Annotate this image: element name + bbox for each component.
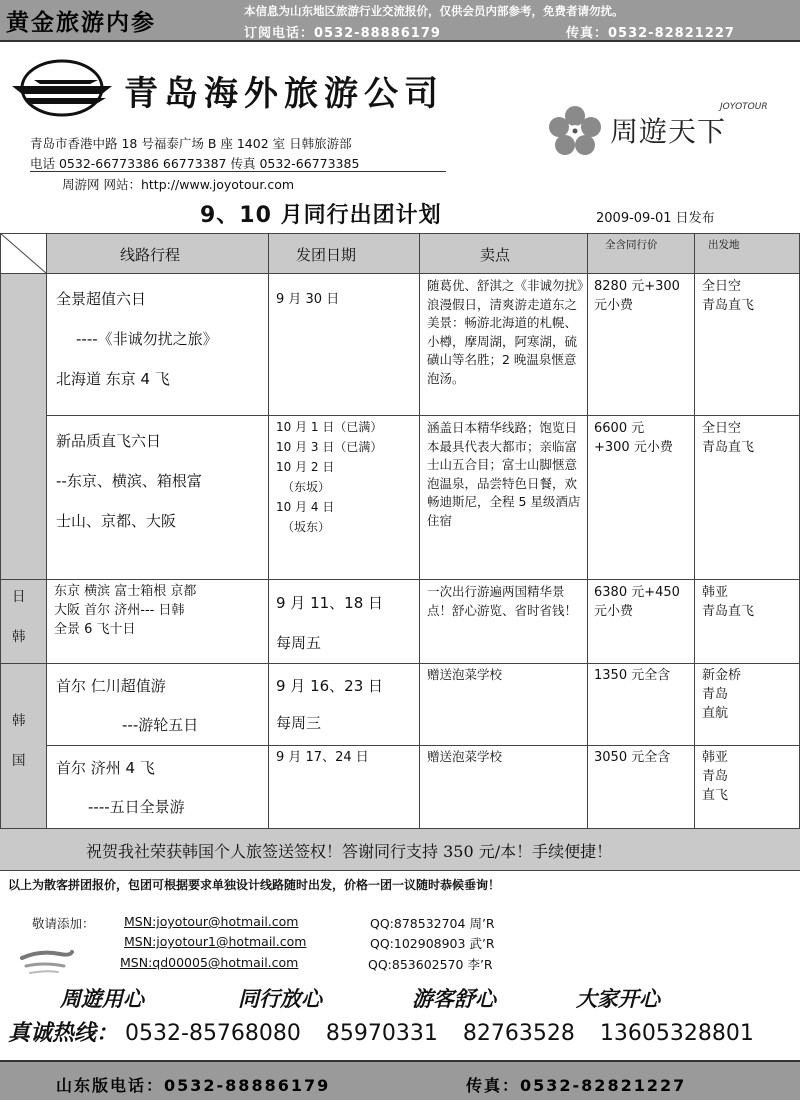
hotline-number[interactable]: 0532-85768080 <box>125 1021 301 1046</box>
price-line: 6380 元+450 <box>594 585 680 600</box>
msn-contact[interactable]: MSN:qd00005@hotmail.com <box>120 955 299 970</box>
header-depart: 出发地 <box>708 239 740 251</box>
brand-name-en: JOYOTOUR <box>720 102 768 112</box>
ink-brush-icon <box>20 948 74 976</box>
price-line: 元小费 <box>594 298 634 313</box>
footer-banner <box>0 1060 800 1100</box>
depart-line: 全日空 <box>702 279 742 294</box>
depart-line: 直航 <box>702 706 729 721</box>
hotline-label: 真诚热线： <box>8 1020 119 1046</box>
company-phones: 电话 0532-66773386 66773387 传真 0532-66773385 <box>30 156 360 171</box>
banner-fax: 传真：0532-82821227 <box>566 26 735 41</box>
slogan-1: 周遊用心 <box>60 986 144 1011</box>
date-line: 10 月 4 日 <box>276 500 335 514</box>
date-line: 每周三 <box>276 714 322 732</box>
corner-diagonal <box>0 233 46 273</box>
hotline-number[interactable]: 82763528 <box>462 1021 575 1046</box>
banner-notice: 本信息为山东地区旅游行业交流报价，仅供会员内部参考，免费者请勿扰。 <box>244 4 624 18</box>
depart-line: 直飞 <box>702 788 729 803</box>
hotline-number[interactable]: 13605328801 <box>599 1021 754 1046</box>
route-line: 新品质直飞六日 <box>56 432 162 450</box>
joyotour-logo <box>548 102 778 158</box>
route-line: 大阪 首尔 济州--- 日韩 <box>54 603 185 618</box>
route-line: 士山、京都、大阪 <box>56 512 177 530</box>
date-line: 每周五 <box>276 634 322 652</box>
company-name: 青岛海外旅游公司 <box>124 74 444 114</box>
page-title: 9、10 月同行出团计划 <box>200 203 442 228</box>
depart-line: 新金桥 <box>702 668 742 683</box>
congrats-banner <box>0 829 800 871</box>
price-line: 1350 元全含 <box>594 668 671 683</box>
route-line: 首尔 仁川超值游 <box>56 677 166 695</box>
qq-contact[interactable]: QQ:102908903 武’R <box>370 936 495 951</box>
price-line: +300 元小费 <box>594 440 673 455</box>
header-date: 发团日期 <box>296 246 357 264</box>
price-line: 6600 元 <box>594 421 645 436</box>
top-banner <box>0 0 800 42</box>
company-logo-icon <box>10 58 114 120</box>
slogan-3: 游客舒心 <box>412 986 496 1011</box>
selling-point: 一次出行游遍两国精华景点！舒心游览、省时省钱！ <box>427 584 578 618</box>
region-label-guo: 国 <box>12 753 26 769</box>
banner-subscribe-phone: 订阅电话：0532-88886179 <box>244 26 441 41</box>
region-label-han: 韩 <box>12 629 26 645</box>
route-line: ----《非诚勿扰之旅》 <box>76 330 218 348</box>
date-line: 9 月 16、23 日 <box>276 677 384 695</box>
route-line: 北海道 东京 4 飞 <box>56 370 170 388</box>
price-line: 元小费 <box>594 604 634 619</box>
hotline-number[interactable]: 85970331 <box>325 1021 438 1046</box>
group-tour-notice: 以上为散客拼团报价，包团可根据要求单独设计线路随时出发，价格一团一议随时恭候垂询！ <box>8 878 501 892</box>
date-line: 9 月 11、18 日 <box>276 594 384 612</box>
depart-line: 青岛直飞 <box>702 440 755 455</box>
footer-phone: 山东版电话：0532-88886179 <box>56 1076 331 1095</box>
route-line: 东京 横滨 富士箱根 京都 <box>54 584 197 599</box>
msn-contact[interactable]: MSN:joyotour@hotmail.com <box>124 914 299 929</box>
route-line: 首尔 济州 4 飞 <box>56 759 155 777</box>
qq-contact[interactable]: QQ:853602570 李’R <box>368 957 493 972</box>
depart-line: 韩亚 <box>702 585 729 600</box>
header-route: 线路行程 <box>120 246 181 264</box>
date-line: 10 月 2 日 <box>276 460 335 474</box>
region-label-han2: 韩 <box>12 713 26 729</box>
brand-name-cn: 周遊天下 <box>610 115 727 148</box>
route-line: 全景超值六日 <box>56 290 147 308</box>
route-line: ---游轮五日 <box>122 716 199 734</box>
slogan-4: 大家开心 <box>576 986 660 1011</box>
route-line: ----五日全景游 <box>88 798 185 816</box>
footer-fax: 传真：0532-82821227 <box>466 1076 687 1095</box>
price-line: 8280 元+300 <box>594 279 680 294</box>
header-price: 全含同行价 <box>605 239 658 251</box>
header-selling: 卖点 <box>480 246 511 264</box>
qq-contact[interactable]: QQ:878532704 周’R <box>370 916 495 931</box>
depart-line: 全日空 <box>702 421 742 436</box>
price-line: 3050 元全含 <box>594 750 671 765</box>
cherry-blossom-icon <box>548 104 602 156</box>
date-line: 10 月 1 日（已满） <box>276 420 383 434</box>
msn-contact[interactable]: MSN:joyotour1@hotmail.com <box>124 934 307 949</box>
date-line: 9 月 30 日 <box>276 292 340 307</box>
divider <box>30 171 446 172</box>
company-website[interactable]: 周游网 网站：http://www.joyotour.com <box>62 177 295 192</box>
newsletter-brand: 黄金旅游内参 <box>6 10 156 36</box>
selling-point: 涵盖日本精华线路；饱览日本最具代表大都市；亲临富士山五合目；富士山脚惬意泡温泉，品尝特色日餐，欢畅迪斯尼，全程 5 星级酒店住宿 <box>427 420 581 528</box>
selling-point: 赠送泡菜学校 <box>427 749 503 764</box>
congrats-text: 祝贺我社荣获韩国个人旅签送签权！答谢同行支持 350 元/本！手续便捷！ <box>86 842 613 861</box>
selling-point: 赠送泡菜学校 <box>427 667 503 682</box>
publish-date: 2009-09-01 日发布 <box>596 211 715 226</box>
depart-line: 青岛直飞 <box>702 298 755 313</box>
date-line: 9 月 17、24 日 <box>276 750 369 765</box>
slogan-2: 同行放心 <box>238 986 322 1011</box>
region-label-ri: 日 <box>12 589 26 605</box>
japan-rows-bg <box>46 273 800 579</box>
depart-line: 青岛直飞 <box>702 604 755 619</box>
route-line: 全景 6 飞十日 <box>54 622 136 637</box>
depart-line: 韩亚 <box>702 750 729 765</box>
selling-point: 随葛优、舒淇之《非诚勿扰》浪漫假日，清爽游走道东之美景：畅游北海道的札幌、小樽，摩周湖，阿寒湖，硫磺山等名胜；2 晚温泉惬意泡汤。 <box>427 278 584 386</box>
route-line: --东京、横滨、箱根富 <box>56 472 202 490</box>
depart-line: 青岛 <box>702 769 729 784</box>
company-address: 青岛市香港中路 18 号福泰广场 B 座 1402 室 日韩旅游部 <box>30 136 352 151</box>
date-line: 10 月 3 日（已满） <box>276 440 383 454</box>
depart-line: 青岛 <box>702 687 729 702</box>
date-line: （东坂） <box>282 480 331 494</box>
tour-schedule-table <box>0 233 800 829</box>
date-line: （坂东） <box>282 520 331 534</box>
hotline <box>8 1016 754 1047</box>
contact-label: 敬请添加： <box>32 916 95 931</box>
